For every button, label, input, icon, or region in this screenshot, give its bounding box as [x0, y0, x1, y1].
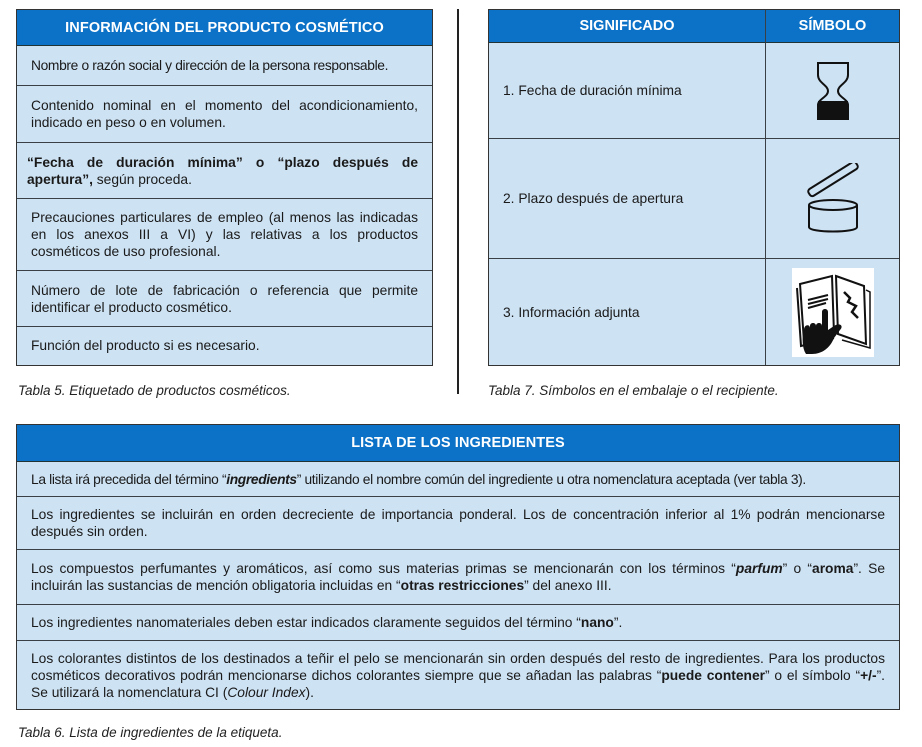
table-row [17, 462, 899, 497]
book-hand-icon [792, 268, 874, 357]
table-row [17, 86, 432, 143]
table-product-info [16, 9, 433, 366]
row-text: Nombre o razón social y dirección de la persona responsable. [31, 58, 389, 73]
table-row [17, 46, 432, 86]
table-ingredients [16, 424, 900, 710]
table-header-meaning: SIGNIFICADO [489, 10, 766, 43]
table-row [17, 199, 432, 271]
table6-caption: Tabla 6. Lista de ingredientes de la etiqueta. [18, 725, 283, 740]
row-text: Los compuestos perfumantes y aromáticos, así como sus materias primas se mencionarán con los términos “parfum” o “aroma”. Se incluirán las sustancias de mención obligatoria incluidas en “otras restricciones” del anexo III. [31, 561, 885, 593]
row-text: Número de lote de fabricación o referencia que permite identificar el producto cosmético. [31, 282, 418, 315]
meaning-cell: 3. Información adjunta [489, 259, 766, 365]
row-text: Precauciones particulares de empleo (al menos las indicadas en los anexos III a VI) y las relativas a los productos cosméticos de uso profesional. [31, 210, 418, 259]
table-row [17, 497, 899, 550]
table7-caption: Tabla 7. Símbolos en el embalaje o el recipiente. [488, 383, 779, 398]
table-row [17, 605, 899, 641]
meaning-cell: 1. Fecha de duración mínima [489, 43, 766, 139]
table-row [17, 143, 432, 199]
open-jar-icon [803, 163, 863, 235]
row-text: Los colorantes distintos de los destinados a teñir el pelo se mencionarán sin orden después del resto de ingredientes. Para los productos cosméticos decorativos podrán mencionarse dichos colorantes siempre que se añadan las palabras “puede contener” o el símbolo “+/-”. Se utilizará la nomenclatura CI (Colour Index). [31, 650, 886, 700]
table-row [17, 327, 432, 364]
symbol-cell [766, 43, 899, 139]
table-header: LISTA DE LOS INGREDIENTES [17, 425, 899, 462]
meaning-cell: 2. Plazo después de apertura [489, 139, 766, 259]
row-plain-text: según proceda. [92, 171, 192, 187]
row-text: Contenido nominal en el momento del acondicionamiento, indicado en peso o en volumen. [31, 98, 418, 130]
row-text: Función del producto si es necesario. [31, 338, 260, 353]
table5-caption: Tabla 5. Etiquetado de productos cosméticos. [18, 383, 291, 398]
row-text: Los ingredientes se incluirán en orden decreciente de importancia ponderal. Los de concentración inferior al 1% podrán mencionarse después sin orden. [31, 507, 885, 539]
column-divider [457, 9, 459, 394]
row-text: Los ingredientes nanomateriales deben estar indicados claramente seguidos del término “nano”. [31, 615, 623, 630]
table-row [17, 550, 899, 605]
table-header: INFORMACIÓN DEL PRODUCTO COSMÉTICO [17, 10, 432, 46]
hourglass-icon [816, 61, 850, 121]
symbol-cell [766, 259, 899, 365]
table-symbols [488, 9, 900, 366]
symbol-cell [766, 139, 899, 259]
row-bold-text: “Fecha de duración mínima” o “plazo después de apertura”, [27, 154, 418, 187]
table-header-symbol: SÍMBOLO [766, 10, 899, 43]
table-row [17, 641, 899, 709]
table-row [17, 271, 432, 327]
row-text [27, 154, 418, 188]
row-text: La lista irá precedida del término “ingredients” utilizando el nombre común del ingrediente u otra nomenclatura aceptada (ver tabla 3). [31, 471, 806, 487]
